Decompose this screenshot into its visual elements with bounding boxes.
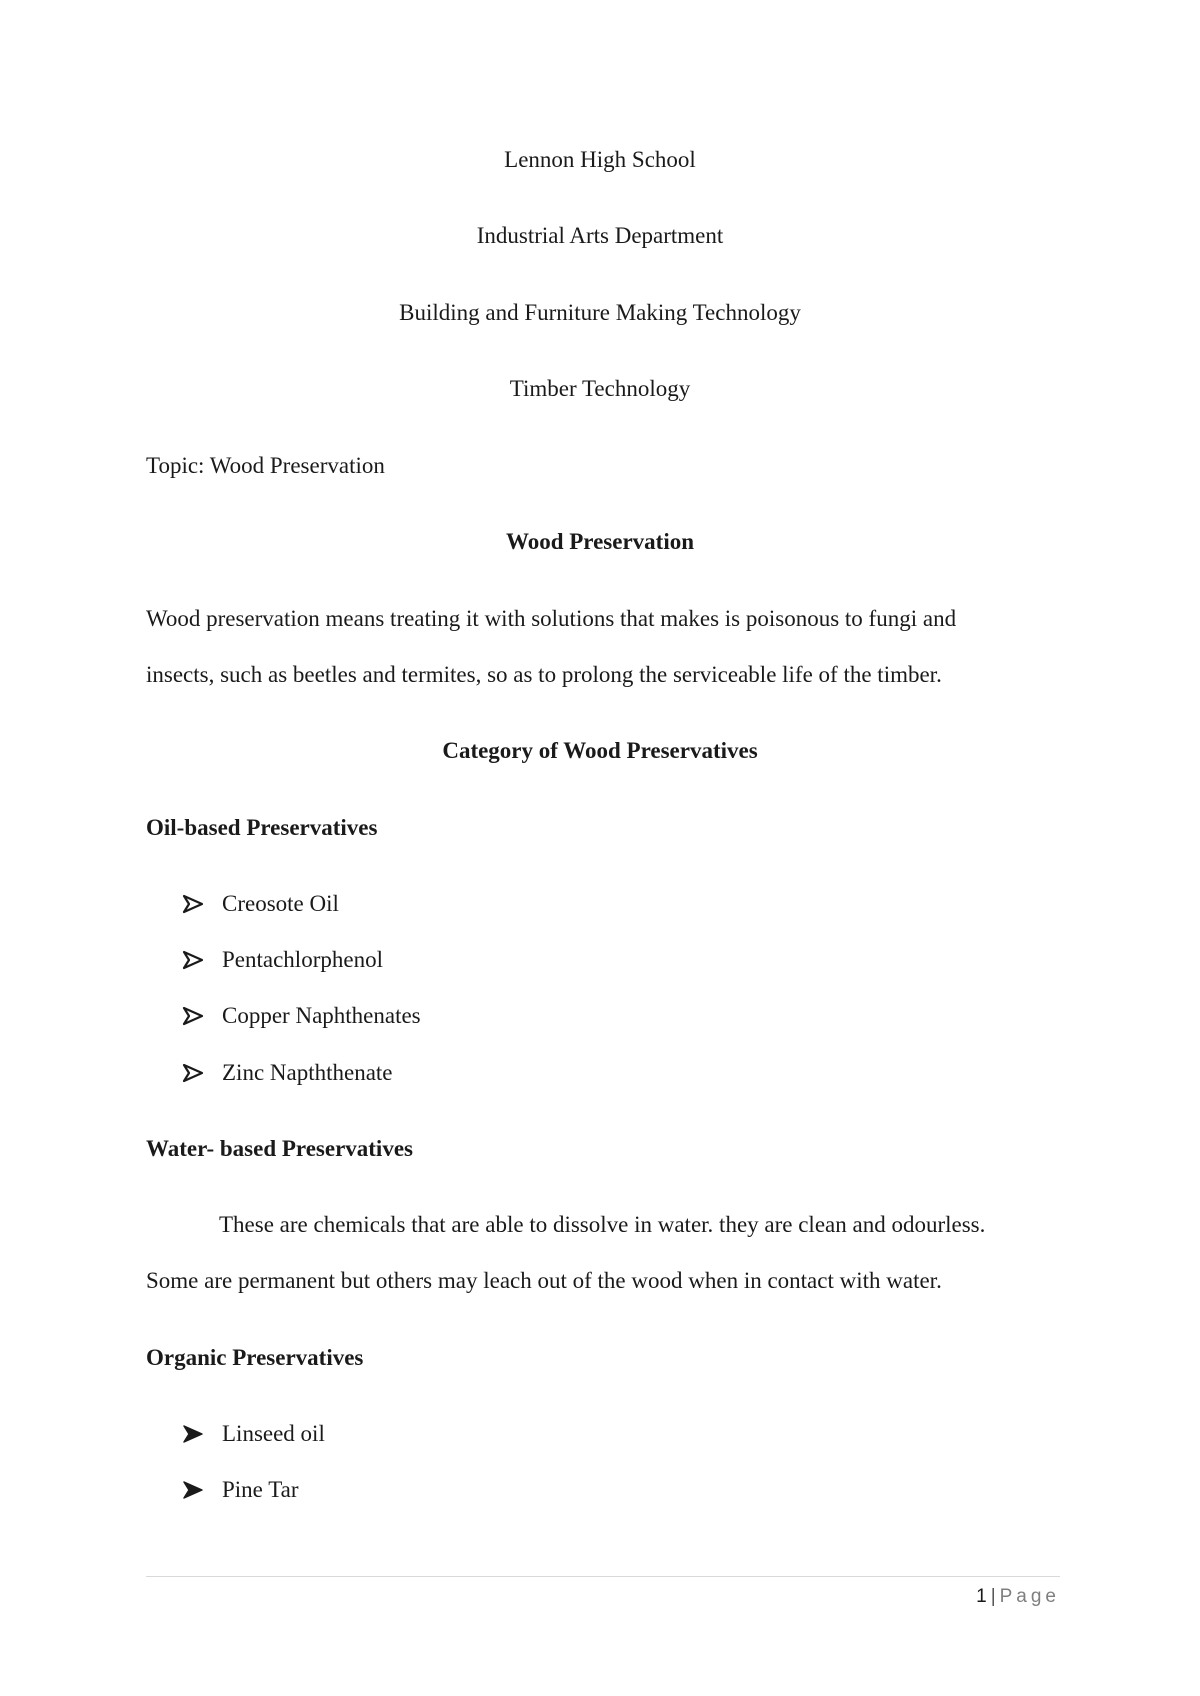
definition-line-1: Wood preservation means treating it with solutions that makes is poisonous to fungi and <box>146 606 957 631</box>
water-based-heading: Water- based Preservatives <box>146 1136 413 1161</box>
category-heading: Category of Wood Preservatives <box>442 738 758 763</box>
arrowhead-bullet-icon <box>182 1480 204 1500</box>
document-title: Wood Preservation <box>505 529 695 554</box>
arrowhead-bullet-icon <box>182 894 204 914</box>
list-item-label: Creosote Oil <box>222 891 339 916</box>
water-based-line-1: These are chemicals that are able to dissolve in water. they are clean and odourless. <box>219 1212 986 1237</box>
list-item <box>182 1058 393 1088</box>
footer-separator: | <box>990 1586 996 1607</box>
topic-line: Topic: Wood Preservation <box>146 453 385 478</box>
organic-heading: Organic Preservatives <box>146 1345 364 1370</box>
department-name: Industrial Arts Department <box>476 223 724 248</box>
subject-name: Timber Technology <box>509 376 691 401</box>
footer-divider <box>146 1576 1060 1577</box>
list-item <box>182 1001 421 1031</box>
list-item <box>182 1419 325 1449</box>
definition-line-2: insects, such as beetles and termites, so as to prolong the serviceable life of the timber. <box>146 662 942 687</box>
school-name: Lennon High School <box>504 147 696 172</box>
page-footer <box>976 1584 1060 1610</box>
arrowhead-bullet-icon <box>182 1006 204 1026</box>
water-based-line-2: Some are permanent but others may leach out of the wood when in contact with water. <box>146 1268 942 1293</box>
list-item-label: Zinc Napththenate <box>222 1060 393 1085</box>
list-item-label: Linseed oil <box>222 1421 325 1446</box>
arrowhead-bullet-icon <box>182 950 204 970</box>
page-number: 1 <box>976 1586 987 1607</box>
list-item-label: Copper Naphthenates <box>222 1003 421 1028</box>
list-item-label: Pentachlorphenol <box>222 947 383 972</box>
list-item <box>182 1475 299 1505</box>
page-label: Page <box>999 1586 1060 1607</box>
list-item <box>182 945 383 975</box>
arrowhead-bullet-icon <box>182 1063 204 1083</box>
oil-based-heading: Oil-based Preservatives <box>146 815 378 840</box>
list-item-label: Pine Tar <box>222 1477 299 1502</box>
arrowhead-bullet-icon <box>182 1424 204 1444</box>
list-item <box>182 889 339 919</box>
course-name: Building and Furniture Making Technology <box>399 300 801 325</box>
